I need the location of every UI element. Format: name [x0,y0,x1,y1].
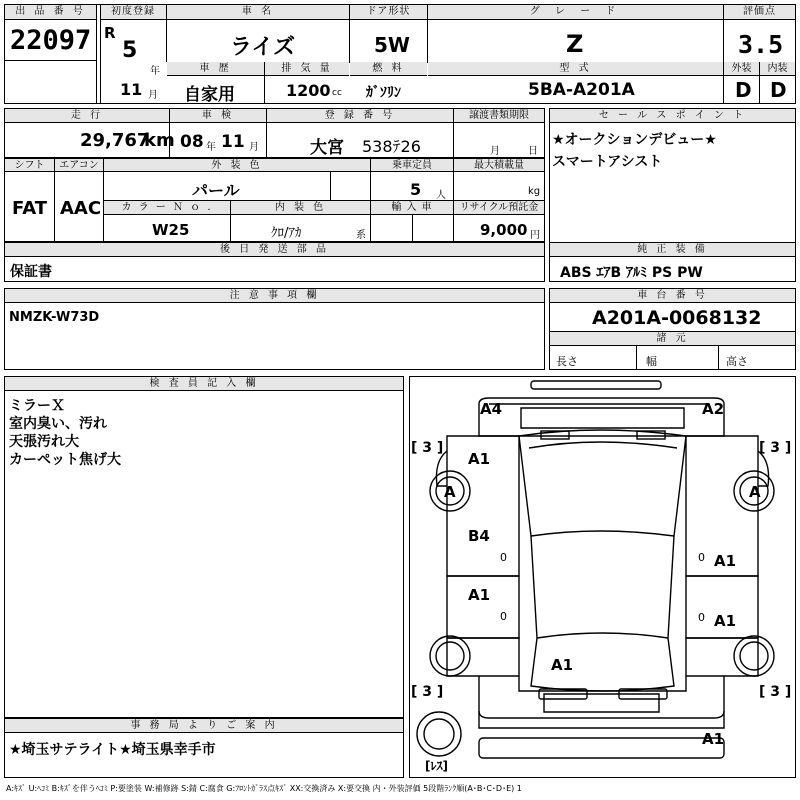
color-no-label: カ ラ ー Ｎ ｏ . [104,201,230,215]
insp-year-unit: 年 [206,142,216,153]
tread-front-left: [ 3 ] [411,440,444,456]
later-parts-label: 後 日 発 送 部 品 [5,243,544,257]
inspector-line-3: 天張汚れ大 [9,434,79,450]
fuel: ｶﾞｿﾘﾝ [366,85,401,101]
mileage-label: 走 行 [5,109,169,123]
ext-color: パール [192,181,240,200]
genuine-equipment-label: 純 正 装 備 [550,243,795,257]
lot-no-label: 出 品 番 号 [5,5,96,20]
history-label: 車 歴 [167,62,264,76]
transfer-day-unit: 日 [528,146,538,157]
office-label: 事 務 局 よ り ご 案 内 [5,719,403,733]
door-shape: 5W [374,33,410,57]
displacement-label: 排 気 量 [265,62,349,76]
score: 3.5 [738,30,784,59]
reg-area: 大宮 [310,138,344,158]
transfer-label: 譲渡書類期限 [454,109,544,123]
load-unit: kg [528,186,541,197]
car-diagram [409,376,796,778]
grade: Z [566,30,584,58]
month-unit: 月 [148,90,158,101]
inspector-line-2: 室内臭い、汚れ [9,416,107,432]
sales-point-1: ★オークションデビュー★ [552,132,717,148]
ext-color-label: 外 装 色 [104,158,370,172]
mark-a4: A4 [480,400,503,418]
sales-label: セ ー ル ス ポ イ ン ト [550,109,795,123]
first-reg-label: 初度登録 [100,5,166,20]
fuel-label: 燃 料 [350,62,427,76]
int-color: ｸﾛ/ｱｶ [271,226,302,241]
tread-front-right: [ 3 ] [759,440,792,456]
load-label: 最大積載量 [454,158,544,172]
inspector-line-4: カーペット焦げ大 [9,452,121,468]
mark-a2: A2 [702,400,725,418]
tread-rear-left: [ 3 ] [411,684,444,700]
reg-no-label: 登 録 番 号 [267,109,453,123]
sales-point-2: スマートアシスト [552,154,663,170]
capacity-unit: 人 [436,190,446,201]
chassis-label: 車 台 番 号 [550,289,795,303]
inspection-label: 車 検 [170,109,266,123]
height-label: 高さ [726,355,748,368]
mark-bottom-right: A1 [702,730,725,748]
car-history: 自家用 [184,85,235,105]
lot-number: 22097 [10,25,92,56]
capacity: 5 [410,180,422,199]
score-label: 評価点 [724,5,795,20]
mark-right-mid: A1 [714,552,737,570]
insp-month: 11 [221,132,245,152]
office-value: ★埼玉サテライト★埼玉県幸手市 [9,742,216,758]
reg-month: 11 [120,80,143,99]
mark-b4: B4 [468,527,490,545]
ac-label: エアコン [55,158,103,172]
reg-year: 5 [122,38,138,63]
doors-label: ドア形状 [350,5,427,20]
mark-right-rear-zero: 0 [698,611,705,624]
dims-label: 諸 元 [550,332,795,346]
ext-score: D [735,78,752,102]
recycle-unit: 円 [530,230,540,241]
car-name: ライズ [230,35,296,60]
length-label: 長さ [556,355,578,368]
import-label: 輸 入 車 [371,201,453,215]
mark-left-rear-zero: 0 [500,610,507,623]
int-label: 内装 [760,62,795,76]
int-color-unit: 系 [356,230,366,241]
era: R [104,24,116,42]
chassis-number: A201A-0068132 [592,307,762,329]
mileage: 29,767 [80,130,150,151]
reg-number: 538ﾃ26 [362,137,421,156]
insp-month-unit: 月 [249,142,259,153]
insp-year: 08 [180,132,204,152]
year-unit: 年 [150,66,160,77]
inspector-label: 検 査 員 記 入 欄 [5,377,403,391]
tread-rear-right: [ 3 ] [759,684,792,700]
later-parts-value: 保証書 [10,264,52,280]
genuine-equipment-value: ABS ｴｱB ｱﾙﾐ PS PW [560,265,703,281]
notes-label: 注 意 事 項 欄 [5,289,544,303]
notes-value: NMZK-W73D [9,310,100,325]
int-color-label: 内 装 色 [231,201,370,215]
mark-b4-zero: 0 [500,551,507,564]
displacement: 1200 [286,81,331,100]
width-label: 幅 [646,355,657,368]
int-score: D [770,78,787,102]
car-name-label: 車 名 [167,5,349,20]
inspector-line-1: ミラーＸ [9,398,65,414]
mark-left-front: A1 [468,450,491,468]
transfer-month-unit: 月 [490,146,500,157]
mark-right-tire: A [749,483,761,501]
grade-label: グ レ ー ド [428,5,723,20]
recycle-fee: 9,000 [480,221,528,239]
mark-right-rear: A1 [714,612,737,630]
capacity-label: 乗車定員 [371,158,453,172]
legend: A:ｷｽﾞ U:ﾍｺﾐ B:ｷｽﾞを伴うﾍｺﾐ P:要塗装 W:補修跡 S:錆 C:腐食 G:ﾌﾛﾝﾄｶﾞﾗｽ点ｷｽﾞ XX:交換済み X:要交換 内・外装評価 5段階ﾗﾝｸ順(A･B･C･D･E) 1 [6,784,522,793]
recycle-label: リサイクル預託金 [454,201,544,215]
color-no: W25 [152,221,190,239]
mark-right-mid-zero: 0 [698,551,705,564]
mark-left-tire: A [444,483,456,501]
model-label: 型 式 [428,62,723,76]
spare-tire-label: [ﾚｽ] [425,759,448,773]
shift: FAT [12,198,48,219]
cc-unit: cc [332,88,342,98]
mark-left-rear: A1 [468,586,491,604]
ext-label: 外装 [724,62,759,76]
model-code: 5BA-A201A [528,80,635,100]
shift-label: シフト [5,158,54,172]
ac: AAC [60,198,102,219]
mileage-unit: km [144,130,175,151]
mark-center: A1 [551,656,574,674]
